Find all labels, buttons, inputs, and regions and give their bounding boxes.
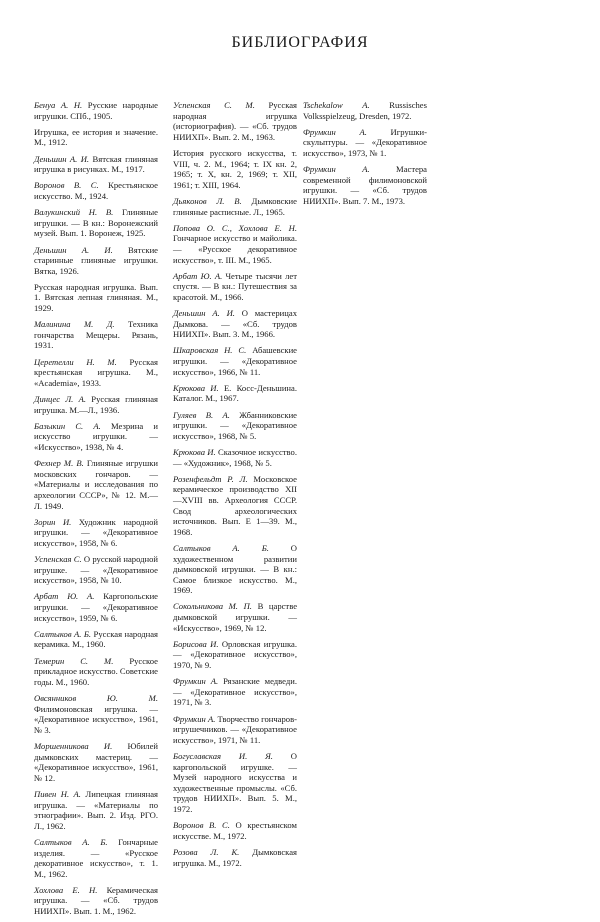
entry-author: Розенфельдт Р. Л. (173, 473, 248, 484)
entry-text: Е. Косс-Деньшина. Каталог. М., 1967. (173, 382, 297, 404)
entry-author: Успенская С. М. (173, 100, 255, 110)
bibliography-entry (173, 196, 297, 217)
entry-author: Фрумкин А. (173, 676, 219, 687)
entry-text: Русская народная керамика. М., 1960. (34, 628, 159, 650)
bibliography-entry (34, 357, 158, 389)
bibliography-entry (173, 410, 297, 442)
entry-text: Глиняные игрушки московских гончаров. — «Материалы и исследования по археологии СССР», № 12. М.—Л. 1949. (34, 458, 158, 511)
bibliography-entry (173, 714, 297, 746)
bibliography-entry (173, 100, 297, 142)
entry-text: Липецкая глиняная игрушка. — «Материалы по этнографии». Вып. 2. Изд. РГО. Л., 1962. (34, 788, 158, 831)
bibliography-entry (34, 282, 158, 314)
bibliography-entry (173, 447, 297, 468)
entry-author: Малинина М. Д. (34, 319, 115, 330)
entry-author: Шкаровская Н. С. (173, 345, 247, 356)
bibliography-entry (173, 820, 297, 841)
entry-text: Русская народная игрушка. Вып. 1. Вятская лепная глиняная. М., 1929. (34, 281, 158, 314)
bibliography-entry (303, 164, 427, 206)
entry-text: Московское керамическое производство XII—XVIII вв. Археология СССР. Свод археологических источников. Вып. Е 1—39. М., 1968. (173, 473, 297, 537)
entry-text: Вятская глиняная игрушка в рисунках. М., 1917. (34, 153, 158, 175)
bibliography-entry (173, 847, 297, 868)
entry-text: Жбанниковские игрушки. — «Декоративное искусство», 1968, № 5. (173, 409, 297, 441)
entry-author: Крюкова И. (173, 446, 216, 457)
entry-author: Сокольникова М. П. (173, 601, 252, 612)
entry-author: Салтыков А. Б. (173, 542, 269, 553)
entry-author: Деньшин А. И. (34, 244, 113, 255)
entry-text: Художник народной игрушки. — «Декоративное искусство», 1958, № 6. (34, 516, 158, 548)
bibliography-entry (34, 100, 158, 121)
entry-author: Фрумкин А. (303, 126, 367, 137)
entry-author: Пивен Н. А. (34, 788, 81, 799)
entry-author: Воронов В. С. (34, 180, 99, 191)
entry-text: Русская народная игрушка (историография). — «Сб. трудов НИИХП». Вып. 2. М., 1963. (173, 100, 298, 142)
entry-text: Глиняные игрушки. — В кн.: Воронежский музей. Вып. 1. Воронеж, 1925. (34, 207, 158, 239)
bibliography-entry (303, 127, 427, 159)
bibliography-entry (34, 319, 158, 351)
entry-author: Базыкин С. А. (34, 420, 101, 431)
bibliography-entry (173, 223, 297, 265)
bibliography-entry (173, 148, 297, 190)
entry-author: Арбат Ю. А. (34, 591, 95, 602)
entry-text: Мезрина и искусство игрушки. — «Искусство», 1938, № 4. (34, 420, 158, 452)
entry-text: Игрушка, ее история и значение. М., 1912. (34, 126, 158, 148)
entry-author: Деньшин А. И. (173, 308, 235, 319)
entry-text: Russisches Volksspielzeug, Dresden, 1972. (303, 100, 427, 121)
entry-author: Валукинский Н. В. (34, 207, 114, 218)
bibliography-entry (34, 693, 158, 735)
bibliography-entry (34, 656, 158, 688)
entry-author: Зорин И. (34, 516, 72, 527)
column-2 (173, 100, 297, 874)
column-1 (34, 100, 158, 922)
bibliography-entry (34, 180, 158, 201)
bibliography-entry (173, 383, 297, 404)
entry-text: О крестьянском искусстве. М., 1972. (173, 820, 297, 841)
entry-text: Абашевские игрушки. — «Декоративное искусство», 1966, № 11. (173, 345, 297, 377)
entry-author: Дьяконов Л. В. (173, 195, 242, 206)
entry-text: О мастерицах Дымкова. — «Сб. трудов НИИХП». Вып. 3. М., 1966. (173, 308, 297, 340)
entry-author: Салтыков А. Б. (34, 836, 108, 847)
bibliography-entry (34, 154, 158, 175)
entry-author: Деньшин А. И. (34, 153, 90, 164)
entry-text: Каргопольские игрушки. — «Декоративное искусство», 1959, № 6. (34, 591, 158, 623)
entry-text: Юбилей дымковских мастериц. — «Декоративное искусство», 1961, № 12. (34, 740, 158, 783)
entry-text: История русского искусства, т. VIII, ч. 2. М., 1964; т. IX кн. 2, 1965; т. X, кн. 2, 1969; т. XII, 1961; т. XIII, 1964. (173, 147, 297, 190)
entry-text: Русские народные игрушки. СПб., 1905. (34, 100, 158, 121)
bibliography-entry (173, 639, 297, 671)
bibliography-entry (34, 207, 158, 239)
entry-author: Салтыков А. Б. (34, 628, 92, 639)
bibliography-entry (173, 751, 297, 815)
bibliography-entry (34, 629, 158, 650)
entry-author: Фрумкин А. (303, 164, 370, 175)
bibliography-entry (303, 100, 427, 121)
entry-author: Попова О. С., Хохлова Е. Н. (173, 222, 297, 233)
entry-text: Дымковская игрушка. М., 1972. (173, 846, 297, 868)
bibliography-entry (34, 394, 158, 415)
entry-text: Творчество гончаров-игрушечников. — «Декоративное искусство», 1971, № 11. (173, 713, 297, 745)
bibliography-entry (34, 421, 158, 453)
entry-text: Керамическая игрушка. — «Сб. трудов НИИХП». Вып. 1. М., 1962. (34, 884, 158, 917)
entry-text: Крестьянское искусство. М., 1924. (34, 180, 158, 201)
entry-text: Гончарное искусство и майолика. — «Русское декоративное искусство», т. III. М., 1965. (173, 233, 297, 265)
entry-text: Сказочное искусство. — «Художник», 1968, № 5. (173, 446, 297, 468)
entry-author: Борисова И. (173, 638, 219, 649)
entry-author: Темерин С. М. (34, 655, 114, 666)
entry-author: Овсянников Ю. М. (34, 693, 158, 703)
entry-text: Орловская игрушка. — «Декоративное искусство», 1970, № 9. (173, 638, 297, 671)
entry-author: Успенская С. (34, 554, 82, 565)
bibliography-entry (34, 458, 158, 511)
entry-text: Четыре тысячи лет спустя. — В кн.: Путешествия за красотой. М., 1966. (173, 270, 297, 302)
entry-author: Розова Л. К. (173, 846, 240, 857)
entry-text: Рязанские медведи. — «Декоративное искусство», 1971, № 3. (173, 676, 298, 708)
entry-text: Игрушки-скульптуры. — «Декоративное искусство», 1973, № 1. (303, 126, 427, 158)
entry-text: О художественном развитии дымковской игрушки. — В кн.: Самое близкое искусство. М., 1969. (173, 542, 297, 596)
bibliography-entry (34, 554, 158, 586)
entry-text: Русское прикладное искусство. Советские годы. М., 1960. (34, 655, 158, 687)
bibliography-entry (173, 676, 297, 708)
page-title: БИБЛИОГРАФИЯ (231, 34, 369, 51)
entry-text: Русская глиняная игрушка. М.—Л., 1936. (34, 394, 158, 415)
entry-text: Филимоновская игрушка. — «Декоративное искусство», 1961, № 3. (34, 703, 158, 735)
entry-text: Вятские старинные глиняные игрушки. Вятка, 1926. (34, 244, 158, 276)
column-3 (303, 100, 427, 212)
entry-text: Русская крестьянская игрушка. М., «Academia», 1933. (34, 356, 158, 388)
bibliography-entry (34, 517, 158, 549)
bibliography-entry (34, 789, 158, 831)
entry-author: Крюкова И. (173, 382, 219, 393)
bibliography-entry (173, 474, 297, 538)
entry-author: Бенуа А. Н. (34, 100, 83, 110)
bibliography-entry (34, 127, 158, 148)
entry-text: Гончарные изделия. — «Русское декоративное искусство», т. 1. М., 1962. (34, 836, 158, 879)
bibliography-entry (173, 271, 297, 303)
entry-author: Богуславская И. Я. (173, 750, 273, 761)
bibliography-entry (173, 308, 297, 340)
bibliography-entry (173, 345, 297, 377)
entry-author: Воронов В. С. (173, 820, 230, 831)
entry-author: Церетелли Н. М. (34, 356, 117, 367)
entry-author: Хохлова Е. Н. (34, 884, 98, 895)
bibliography-entry (34, 837, 158, 879)
entry-author: Динцес Л. А. (34, 394, 86, 404)
bibliography-entry (173, 543, 297, 596)
bibliography-entry (173, 601, 297, 633)
bibliography-entry (34, 591, 158, 623)
bibliography-entry (34, 741, 158, 783)
entry-author: Гуляев В. А. (173, 409, 230, 420)
entry-author: Арбат Ю. А. (173, 270, 223, 281)
entry-text: Дымковские глиняные расписные. Л., 1965. (173, 195, 297, 217)
bibliography-entry (34, 245, 158, 277)
entry-text: О русской народной игрушке. — «Декоративное искусство», 1958, № 10. (34, 554, 158, 586)
entry-author: Фехнер М. В. (34, 458, 84, 469)
entry-author: Tschekalow A. (303, 100, 370, 110)
bibliography-entry (34, 885, 158, 917)
entry-text: Техника гончарства Мещеры. Рязань, 1931. (34, 319, 158, 351)
entry-author: Моршенникова И. (34, 740, 113, 751)
entry-author: Фрумкин А. (173, 713, 216, 724)
entry-text: Мастера современной филимоновской игрушки. — «Сб. трудов НИИХП». Вып. 7. М., 1973. (303, 164, 427, 206)
entry-text: В царстве дымковской игрушки. — «Искусство», 1969, № 12. (173, 601, 298, 633)
entry-text: О каргопольской игрушке. — Музей народного искусства и художественные промыслы. «Сб. трудов НИИХП». Вып. 5. М., 1972. (173, 750, 297, 814)
